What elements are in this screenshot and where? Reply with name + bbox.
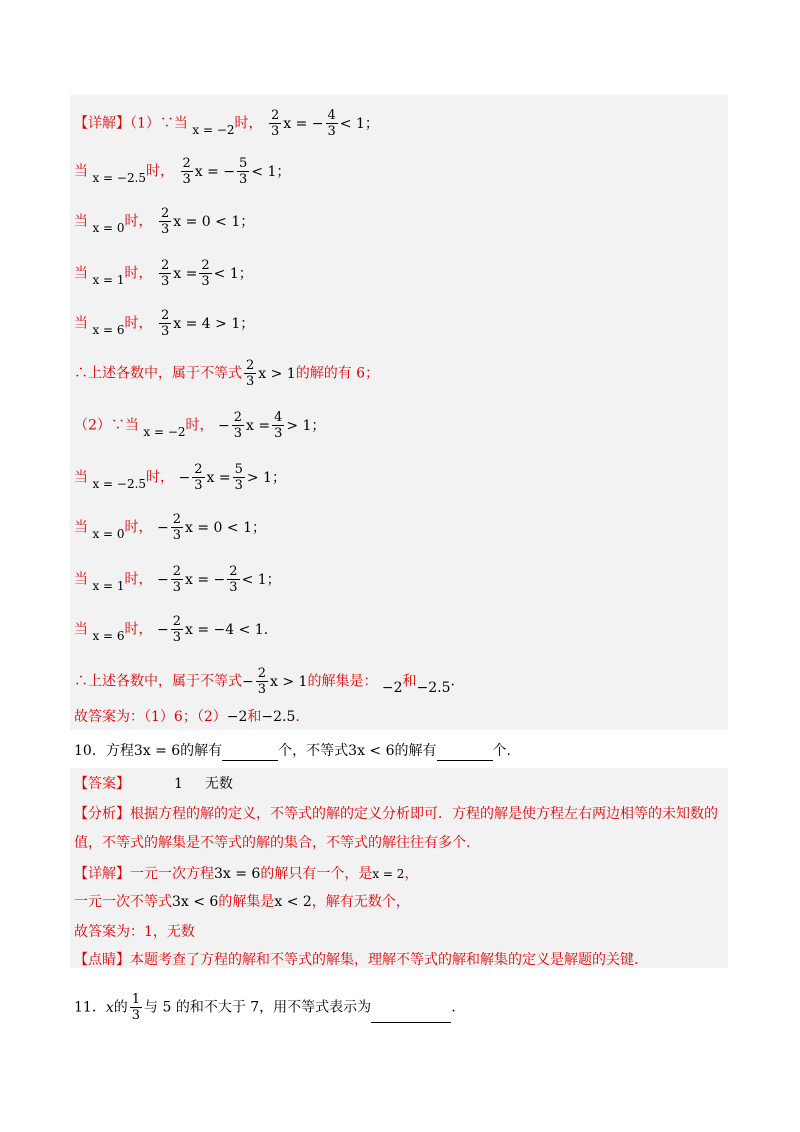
q10-detail-1: 【详解】一元一次方程3x = 6的解只有一个，是x = 2， bbox=[74, 866, 419, 882]
q11-blank[interactable] bbox=[371, 1008, 451, 1023]
q10-analysis-2: 值，不等式的解集是不等式的解的集合，不等式的解往往有多个. bbox=[74, 835, 471, 851]
q9-part2-line-3: 当 x = 0时， − $\frac{2}{3}$ x = 0 < 1； bbox=[74, 512, 266, 543]
q10-blank-1[interactable] bbox=[222, 746, 278, 761]
q10-analysis-1: 【分析】根据方程的解的定义，不等式的解的定义分析即可．方程的解是使方程左右两边相等的未知数的 bbox=[74, 806, 718, 822]
q9-detail-line-4: 当 x = 1时， $\frac{2}{3}$ x = $\frac{2}{3}$ < 1； bbox=[74, 258, 253, 289]
q10-detail-2: 一元一次不等式3x < 6的解集是x < 2，解有无数个， bbox=[74, 894, 410, 910]
q9-conclusion-2: ∴上述各数中，属于不等式− $\frac{2}{3}$ x > 1的解集是： −2和−2.5. bbox=[74, 666, 455, 697]
q10-question: 10．方程3x = 6的解有 个，不等式3x < 6的解有 个. bbox=[74, 743, 511, 759]
q11-question: 11．x的 $\frac{1}{3}$ 与 5 的和不大于 7，用不等式表示为 . bbox=[74, 992, 456, 1023]
q9-conclusion-1: ∴上述各数中，属于不等式 $\frac{2}{3}$ x > 1的解的有 6； bbox=[74, 358, 380, 389]
q9-part2-line-5: 当 x = 6时， − $\frac{2}{3}$ x = −4 < 1. bbox=[74, 614, 269, 645]
q10-comment: 【点睛】本题考查了方程的解和不等式的解集，理解不等式的解和解集的定义是解题的关键. bbox=[74, 952, 639, 968]
detail-label: 【详解】 bbox=[74, 115, 130, 132]
q9-detail-line-1: 【详解】（1）∵当 x = −2时， $\frac{2}{3}$ x = − $\frac{4}{3}$ < 1； bbox=[74, 108, 379, 139]
q9-detail-line-3: 当 x = 0时， $\frac{2}{3}$ x = 0 < 1； bbox=[74, 206, 255, 237]
q9-detail-line-2: 当 x = −2.5时， $\frac{2}{3}$ x = − $\frac{5}{3}$ < 1； bbox=[74, 156, 291, 187]
q10-final: 故答案为：1，无数 bbox=[74, 924, 195, 940]
q10-answer: 【答案】 1 无数 bbox=[74, 776, 233, 792]
q9-part2-line-4: 当 x = 1时， − $\frac{2}{3}$ x = − $\frac{2}{3}$ < 1； bbox=[74, 564, 281, 595]
q9-detail-line-5: 当 x = 6时， $\frac{2}{3}$ x = 4 > 1； bbox=[74, 308, 255, 339]
q9-part2-line-2: 当 x = −2.5时， − $\frac{2}{3}$ x = $\frac{5}{3}$ > 1； bbox=[74, 462, 286, 493]
q10-blank-2[interactable] bbox=[437, 746, 493, 761]
q9-answer: 故答案为：（1）6；（2）−2和−2.5. bbox=[74, 709, 300, 725]
q9-part2-line-1: （2）∵当 x = −2时， − $\frac{2}{3}$ x = $\frac{4}{3}$ > 1； bbox=[74, 410, 326, 441]
